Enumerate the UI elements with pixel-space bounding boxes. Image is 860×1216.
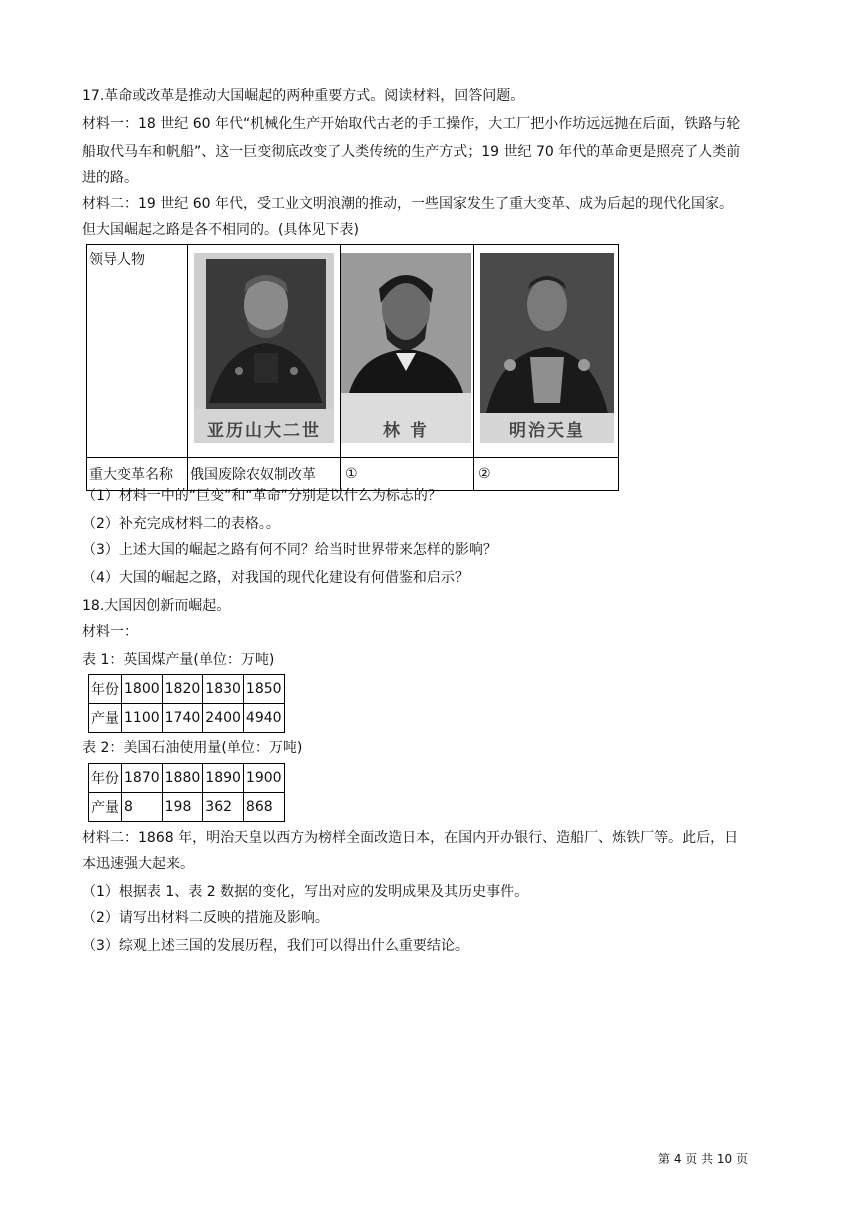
q17-material2-line2: 但大国崛起之路是各不相同的。(具体见下表): [82, 222, 359, 238]
row-label-year: 年份: [89, 675, 122, 704]
table-cell: 1820: [162, 675, 203, 704]
table-row: [89, 764, 285, 793]
table1-title: 表 1：英国煤产量(单位：万吨): [82, 652, 275, 668]
row-label-year: 年份: [89, 764, 122, 793]
reform-blank-2: ②: [474, 458, 619, 491]
row-label-output: 产量: [89, 793, 122, 822]
reform-russia: 俄国废除农奴制改革: [188, 458, 341, 491]
row-header-reform: 重大变革名称: [87, 458, 188, 491]
table-row: [89, 793, 285, 822]
q17-material1-line3: 进的路。: [82, 170, 138, 186]
q18-material2-line2: 本迅速强大起来。: [82, 856, 194, 872]
table-cell: 1880: [162, 764, 203, 793]
q18-material2-line1: 材料二：1868 年，明治天皇以西方为榜样全面改造日本，在国内开办银行、造船厂、炼铁厂等。此后，日: [82, 830, 739, 846]
row-label-output: 产量: [89, 704, 122, 733]
oil-table: [88, 763, 285, 822]
q18-subq2: （2）请写出材料二反映的措施及影响。: [82, 910, 329, 926]
table-cell: 868: [243, 793, 284, 822]
table-cell: 362: [203, 793, 244, 822]
q17-material1-line2: 船取代马车和帆船”、这一巨变彻底改变了人类传统的生产方式；19 世纪 70 年代的革命更是照亮了人类前: [82, 144, 741, 160]
table-row: [89, 704, 285, 733]
table-cell: 1890: [203, 764, 244, 793]
caption-lincoln: 林 肯: [383, 421, 429, 441]
bearded-officer-icon: [194, 253, 334, 443]
table-cell: 4940: [243, 704, 284, 733]
q17-subq3: （3）上述大国的崛起之路有何不同？给当时世界带来怎样的影响？: [82, 542, 497, 558]
table-cell: 1830: [203, 675, 244, 704]
caption-meiji: 明治天皇: [509, 421, 585, 441]
table-cell: 1850: [243, 675, 284, 704]
table-cell: 1800: [122, 675, 163, 704]
table-cell: 1100: [122, 704, 163, 733]
page-number: 第 4 页 共 10 页: [658, 1152, 748, 1166]
table-cell: 1900: [243, 764, 284, 793]
q17-stem: 17.革命或改革是推动大国崛起的两种重要方式。阅读材料，回答问题。: [82, 88, 525, 104]
table2-title: 表 2：美国石油使用量(单位：万吨): [82, 740, 303, 756]
q18-subq3: （3）综观上述三国的发展历程，我们可以得出什么重要结论。: [82, 938, 469, 954]
q17-subq2: （2）补充完成材料二的表格。。: [82, 516, 280, 532]
q17-subq4: （4）大国的崛起之路，对我国的现代化建设有何借鉴和启示？: [82, 570, 469, 586]
meiji-portrait: [480, 253, 614, 443]
meiji-emperor-icon: [480, 253, 614, 443]
lincoln-icon: [341, 253, 471, 443]
leaders-table: [86, 244, 619, 491]
leader-cell-2: [341, 245, 474, 458]
table-cell: 2400: [203, 704, 244, 733]
q17-subq1: （1）材料一中的“巨变”和“革命”分别是以什么为标志的？: [82, 488, 442, 504]
q18-material1-label: 材料一：: [82, 624, 138, 640]
leaders-row: [87, 245, 619, 458]
table-row: [89, 675, 285, 704]
caption-alexander-ii: 亚历山大二世: [207, 421, 321, 441]
leader-cell-1: [188, 245, 341, 458]
q17-material2-line1: 材料二：19 世纪 60 年代，受工业文明浪潮的推动，一些国家发生了重大变革、成为后起的现代化国家。: [82, 196, 733, 212]
table-cell: 1870: [122, 764, 163, 793]
q17-material1-line1: 材料一：18 世纪 60 年代“机械化生产开始取代古老的手工操作，大工厂把小作坊远远抛在后面，铁路与轮: [82, 116, 741, 132]
table-cell: 198: [162, 793, 203, 822]
q18-stem: 18.大国因创新而崛起。: [82, 598, 231, 614]
reform-blank-1: ①: [341, 458, 474, 491]
leader-cell-3: [474, 245, 619, 458]
table-cell: 8: [122, 793, 163, 822]
lincoln-portrait: [341, 253, 471, 443]
table-cell: 1740: [162, 704, 203, 733]
row-header-leaders: 领导人物: [87, 245, 188, 458]
alexander-ii-portrait: [194, 253, 334, 443]
q18-subq1: （1）根据表 1、表 2 数据的变化，写出对应的发明成果及其历史事件。: [82, 884, 529, 900]
coal-table: [88, 674, 285, 733]
